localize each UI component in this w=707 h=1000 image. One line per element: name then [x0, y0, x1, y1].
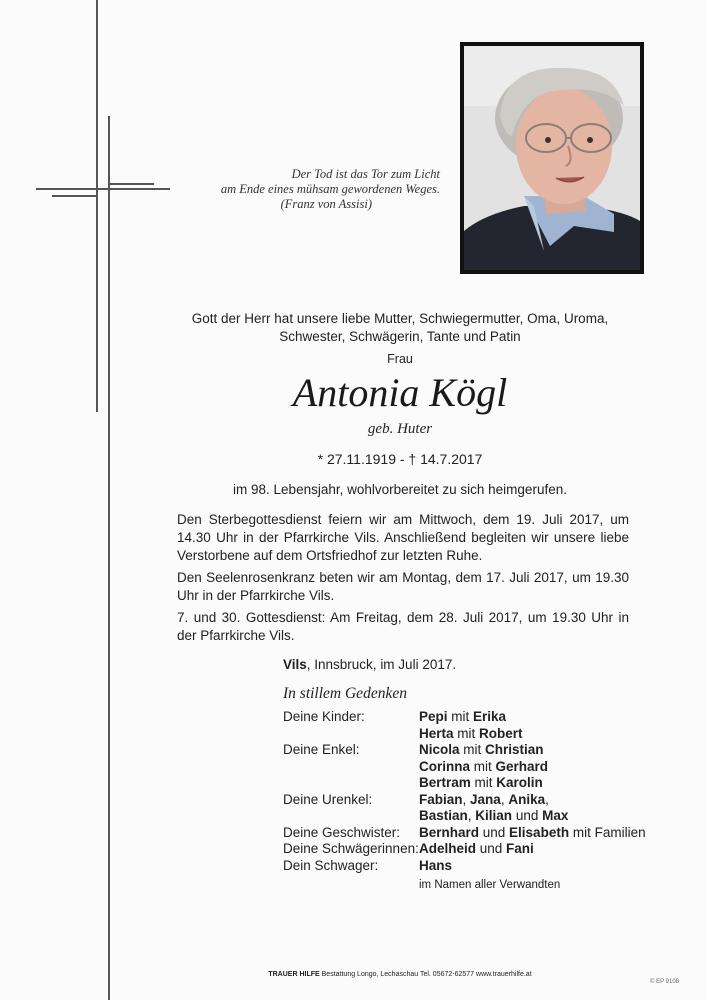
document-code: © EP 9108 — [650, 979, 679, 985]
family-name: Pepi — [419, 709, 448, 724]
family-name: Bertram — [419, 775, 471, 790]
place-town: Vils — [283, 657, 307, 672]
family-name: Anika — [508, 791, 546, 807]
life-dates: * 27.11.1919 - † 14.7.2017 — [317, 451, 483, 467]
family-name: Fabian — [419, 791, 463, 807]
connector: mit — [447, 709, 474, 724]
family-label: Deine Kinder: — [283, 709, 365, 724]
age-text: im 98. Lebensjahr, wohlvorbereitet zu sich heimgerufen. — [233, 482, 567, 497]
footer-brand: TRAUER HILFE — [268, 971, 320, 978]
connector: mit — [459, 742, 486, 757]
family-name: Bastian — [419, 808, 468, 823]
intro-line: Gott der Herr hat unsere liebe Mutter, Schwiegermutter, Oma, Uroma, — [191, 311, 609, 326]
connector: und — [512, 808, 543, 823]
connector: , — [545, 791, 549, 807]
family-name: Adelheid — [419, 841, 477, 856]
connector: mit — [453, 725, 480, 741]
cross-vertical-line-left — [96, 0, 98, 412]
family-name: Hans — [419, 857, 453, 873]
family-row-children — [283, 709, 649, 742]
family-row-siblings — [283, 825, 649, 842]
family-names — [419, 742, 649, 792]
quote-line: am Ende eines mühsam gewordenen Weges. — [220, 182, 440, 196]
cross-vertical-line-right — [108, 116, 110, 1000]
connector: und — [479, 824, 510, 840]
rosary-paragraph: Den Seelenrosenkranz beten wir am Montag, dem 17. Juli 2017, um 19.30 Uhr in der Pfarrkirche Vils. — [177, 570, 629, 603]
family-name: Jana — [470, 791, 501, 807]
all-relatives-note: im Namen aller Verwandten — [419, 879, 561, 891]
family-name: Christian — [485, 742, 544, 757]
family-names — [419, 825, 649, 842]
quote-author: (Franz von Assisi) — [280, 197, 372, 211]
family-name: Max — [542, 808, 569, 823]
family-name: Nicola — [419, 742, 460, 757]
footer-credit — [200, 971, 600, 978]
quote-line: Der Tod ist das Tor zum Licht — [291, 167, 440, 181]
connector: , — [500, 791, 509, 807]
salutation: Frau — [387, 352, 413, 366]
family-label: Deine Enkel: — [283, 742, 360, 757]
family-name: Bernhard — [419, 824, 480, 840]
family-names — [419, 858, 649, 894]
family-name: Robert — [479, 725, 523, 741]
family-names — [419, 792, 649, 825]
family-name: Gerhard — [495, 758, 549, 774]
family-names — [419, 709, 649, 742]
connector: , — [462, 791, 471, 807]
family-label: Deine Urenkel: — [283, 791, 373, 807]
family-label: Deine Schwägerinnen: — [283, 841, 419, 856]
maiden-name: geb. Huter — [367, 421, 433, 437]
family-list — [283, 709, 649, 894]
connector: mit — [470, 758, 496, 774]
place-rest: , Innsbruck, im Juli 2017. — [306, 657, 457, 672]
place-date — [283, 657, 456, 672]
in-memory-heading: In stillem Gedenken — [283, 685, 407, 702]
intro-line: Schwester, Schwägerin, Tante und Patin — [279, 329, 521, 344]
family-name: Corinna — [419, 758, 471, 774]
family-name: Herta — [419, 725, 454, 741]
portrait-illustration — [464, 46, 640, 270]
family-row-great-grandchildren — [283, 792, 649, 825]
family-name: Karolin — [496, 775, 543, 790]
family-row-grandchildren — [283, 742, 649, 792]
family-name: Kilian — [475, 808, 513, 823]
family-name: Elisabeth — [509, 824, 570, 840]
memorial-quote — [200, 167, 440, 212]
family-label: Dein Schwager: — [283, 857, 379, 873]
connector: mit — [470, 775, 497, 790]
family-row-brother-in-law — [283, 858, 649, 894]
memorial-mass-paragraph: 7. und 30. Gottesdienst: Am Freitag, dem 28. Juli 2017, um 19.30 Uhr in der Pfarrkirche Vils. — [177, 610, 629, 643]
family-label: Deine Geschwister: — [283, 824, 401, 840]
cross-horizontal-line-top — [108, 183, 154, 185]
cross-horizontal-line-bottom — [36, 188, 170, 190]
portrait-photo — [464, 46, 640, 270]
deceased-name: Antonia Kögl — [292, 370, 508, 415]
footer-text: Bestattung Longo, Lechaschau Tel. 05672-62577 www.trauerhilfe.at — [319, 971, 532, 978]
family-row-sisters-in-law — [283, 841, 649, 858]
connector: und — [476, 841, 507, 856]
family-name: Fani — [506, 841, 534, 856]
connector: mit Familien — [569, 824, 646, 840]
connector: , — [467, 808, 476, 823]
family-names — [419, 841, 649, 858]
family-name: Erika — [473, 709, 507, 724]
funeral-service-paragraph: Den Sterbegottesdienst feiern wir am Mittwoch, dem 19. Juli 2017, um 14.30 Uhr in der Pfarrkirche Vils. Anschließend begleiten wir unsere liebe Verstorbene auf dem Ortsfriedhof zur letzten Ruhe. — [177, 512, 629, 563]
cross-horizontal-line-lower — [52, 195, 96, 197]
portrait-photo-frame — [460, 42, 644, 274]
announcement-intro — [150, 310, 650, 346]
